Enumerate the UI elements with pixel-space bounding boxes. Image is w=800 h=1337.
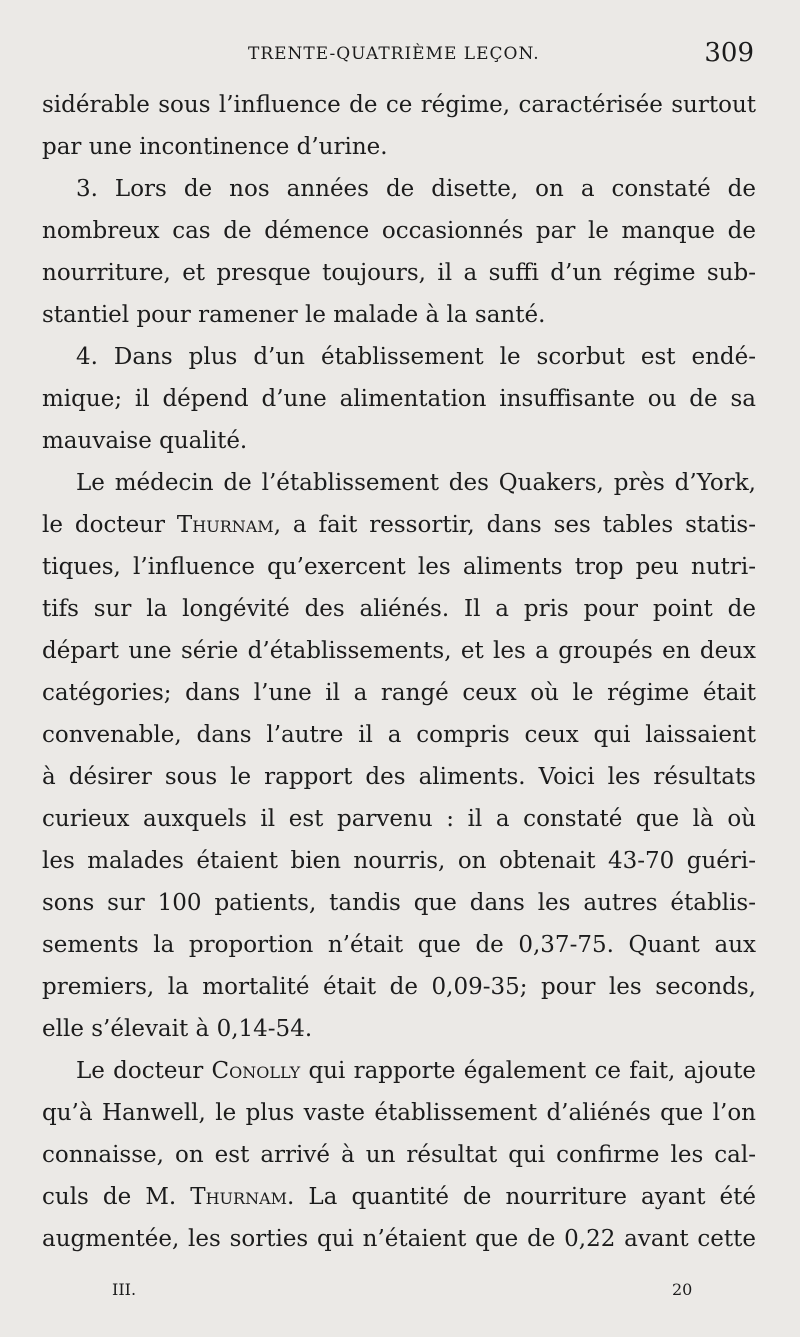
text-fragment: culs de M. [42,1184,191,1210]
text-fragment: Le docteur [76,1058,212,1084]
text-line [42,1050,756,1092]
text-line: par une incontinence d’urine. [42,134,388,160]
text-line: nourriture, et presque toujours, il a suffi d’un régime sub- [42,260,756,286]
text-line: sidérable sous l’influence de ce régime, caractérisée surtout [42,92,756,118]
text-fragment: . La quantité de nourriture ayant été [287,1184,756,1210]
text-line: connaisse, on est arrivé à un résultat qui confirme les cal- [42,1142,756,1168]
text-line: Le médecin de l’établissement des Quakers, près d’York, [76,470,756,496]
page-number: 309 [704,38,754,68]
text-line: nombreux cas de démence occasionnés par le manque de [42,218,756,244]
sheet-number: 20 [672,1280,693,1299]
text-line: mique; il dépend d’une alimentation insuffisante ou de sa [42,386,756,412]
text-line: mauvaise qualité. [42,428,248,454]
text-line: départ une série d’établissements, et les a groupés en deux [42,638,756,664]
page-footer [0,1278,800,1308]
text-fragment: , a fait ressortir, dans ses tables statis- [273,512,756,538]
text-line [42,504,756,546]
text-line: à désirer sous le rapport des aliments. Voici les résultats [42,764,756,790]
text-fragment: qui rapporte également ce fait, ajoute [300,1058,756,1084]
text-line: les malades étaient bien nourris, on obtenait 43-70 guéri- [42,848,756,874]
text-line: catégories; dans l’une il a rangé ceux où le régime était [42,680,756,706]
text-line: 4. Dans plus d’un établissement le scorbut est endé- [76,344,756,370]
text-line: augmentée, les sorties qui n’étaient que de 0,22 avant cette [42,1226,756,1252]
body-text [42,84,756,1260]
text-line: qu’à Hanwell, le plus vaste établissement d’aliénés que l’on [42,1100,756,1126]
text-line: sons sur 100 patients, tandis que dans les autres établis- [42,890,756,916]
text-line: stantiel pour ramener le malade à la santé. [42,302,546,328]
author-name: Thurnam [190,1184,288,1210]
text-line: tifs sur la longévité des aliénés. Il a pris pour point de [42,596,756,622]
text-line: tiques, l’influence qu’exercent les aliments trop peu nutri- [42,554,756,580]
text-line: curieux auxquels il est parvenu : il a constaté que là où [42,806,756,832]
text-line: convenable, dans l’autre il a compris ceux qui laissaient [42,722,756,748]
text-line: 3. Lors de nos années de disette, on a constaté de [76,176,756,202]
text-line: premiers, la mortalité était de 0,09-35; pour les seconds, [42,974,756,1000]
page-header [0,38,800,78]
running-title: TRENTE-QUATRIÈME LEÇON. [248,44,540,64]
text-line [42,1176,756,1218]
text-line: elle s’élevait à 0,14-54. [42,1016,313,1042]
text-fragment: le docteur [42,512,177,538]
signature-mark: III. [112,1280,137,1299]
author-name: Thurnam [176,512,274,538]
text-line: sements la proportion n’était que de 0,37-75. Quant aux [42,932,756,958]
author-name: Conolly [211,1058,301,1084]
